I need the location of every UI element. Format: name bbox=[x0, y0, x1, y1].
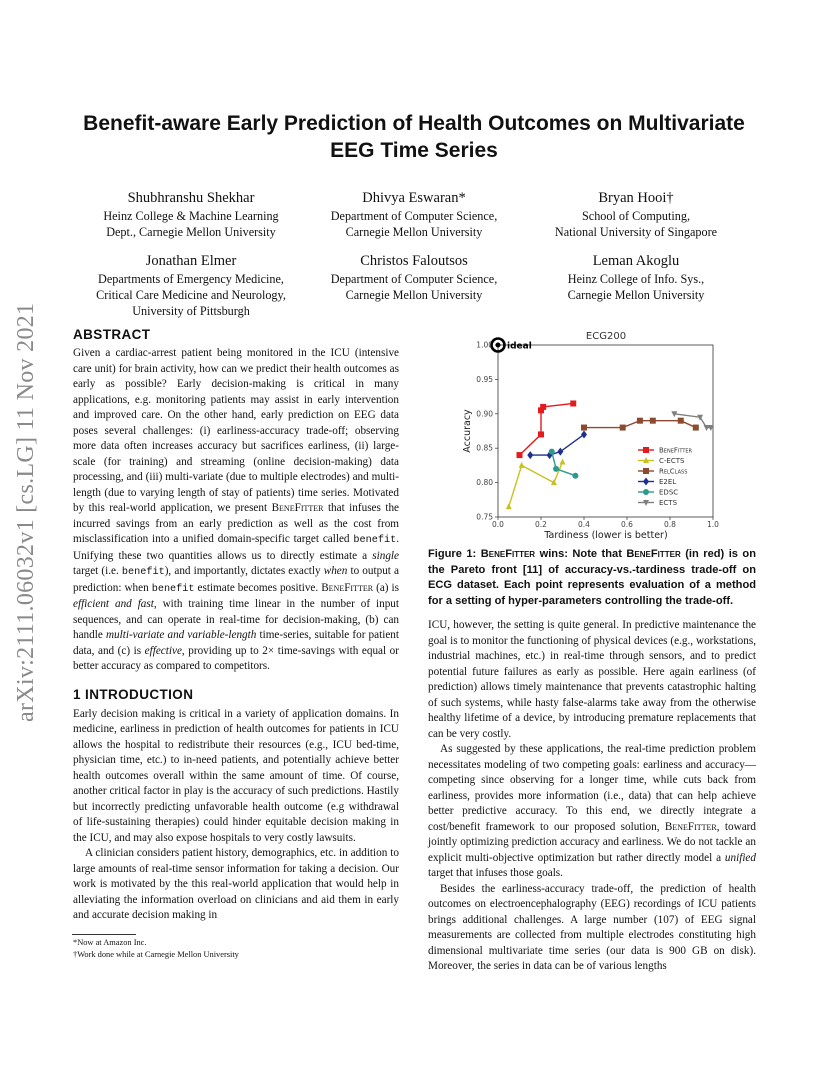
y-tick-label: 0.90 bbox=[476, 409, 493, 419]
arxiv-stamp: arXiv:2111.06032v1 [cs.LG] 11 Nov 2021 bbox=[13, 302, 39, 722]
x-tick-label: 0.6 bbox=[621, 520, 633, 529]
y-tick-label: 0.80 bbox=[476, 478, 493, 488]
data-point bbox=[693, 425, 699, 431]
author-name: Shubhranshu Shekhar bbox=[127, 190, 255, 206]
author-affiliation: University of Pittsburgh bbox=[132, 304, 250, 318]
author-affiliation: School of Computing, bbox=[582, 209, 690, 223]
legend-label: E2EL bbox=[659, 478, 677, 486]
author-affiliation: Heinz College of Info. Sys., bbox=[567, 272, 705, 286]
intro-paragraph: Early decision making is critical in a variety of application domains. In medicine, earliness in prediction of health outcomes for patients in ICU allows the hospital to redistribute their resources (e.g., ICU bed-time, physician time, etc.) to in-need patients, and potentially achieve better health outcomes overall within the same amount of time. Of course, another critical factor in play is the accuracy of such predictions. Hastily but incorrectly predicting unfavorable health outcome (e.g withdrawal of life-sustaining therapies) could hinder equitable decision making in the ICU, and may also expose hospitals to very costly lawsuits. bbox=[73, 707, 399, 844]
author-affiliation: Carnegie Mellon University bbox=[345, 288, 483, 302]
body-paragraph: As suggested by these applications, the real-time prediction problem necessitates modeling of two competing goals: earliness and accuracy—competing since observing for a longer time, while cuts back from earliness, provides more information (i.e., data) that can help achieve better predictive accuracy. To this end, we directly integrate a cost/benefit framework to our proposed solution, BeneFitter, toward jointly optimizing prediction accuracy and earliness. We do not tackle an explicit multi-objective optimization but rather directly model a unified target that infuses those goals. bbox=[428, 743, 756, 879]
data-point bbox=[517, 452, 523, 458]
data-point bbox=[650, 418, 656, 424]
footnote-rule bbox=[72, 934, 136, 935]
footnote: †Work done while at Carnegie Mellon University bbox=[73, 950, 239, 959]
author-affiliation: Department of Computer Science, bbox=[330, 209, 498, 223]
legend-label: EDSC bbox=[659, 488, 679, 497]
x-tick-label: 0.2 bbox=[535, 520, 547, 529]
data-point bbox=[557, 448, 563, 456]
intro-paragraph: A clinician considers patient history, demographics, etc. in addition to large amounts of real-time sensor information for taking a decision. Our work is motivated by the this real-world application that would help in alleviating the information overload on clinicians and aid them in early and accurate decision making in bbox=[73, 847, 399, 921]
author-affiliation: Heinz College & Machine Learning bbox=[103, 209, 279, 223]
author-block bbox=[522, 189, 750, 240]
data-point bbox=[540, 404, 546, 410]
author-affiliation: Carnegie Mellon University bbox=[345, 225, 483, 239]
author-block bbox=[76, 252, 306, 319]
author-affiliation: National University of Singapore bbox=[554, 225, 718, 239]
legend-label: RelClass bbox=[659, 467, 688, 476]
legend-label: BeneFitter bbox=[659, 446, 693, 455]
data-point bbox=[553, 466, 559, 472]
data-point bbox=[637, 418, 643, 424]
y-tick-label: 0.85 bbox=[476, 443, 493, 453]
author-affiliation: Critical Care Medicine and Neurology, bbox=[96, 288, 286, 302]
left-column bbox=[73, 327, 399, 924]
author-name: Leman Akoglu bbox=[592, 253, 680, 269]
data-point bbox=[506, 503, 512, 509]
data-point bbox=[643, 468, 649, 474]
section-heading: 1 INTRODUCTION bbox=[73, 686, 194, 702]
author-affiliation: Carnegie Mellon University bbox=[567, 288, 705, 302]
data-point bbox=[560, 458, 566, 464]
y-tick-label: 1.00 bbox=[476, 340, 493, 350]
ideal-point-label: ideal bbox=[507, 341, 532, 352]
chart-title: ECG200 bbox=[585, 331, 627, 342]
data-point bbox=[570, 400, 576, 406]
abstract-text: Given a cardiac-arrest patient being monitored in the ICU (intensive care unit) for brain activity, how can we predict their health outcomes as early as possible? Early decision-making is critical in many applications, e.g. monitoring patients may assist in early intervention and improved care. On the other hand, early prediction on EEG data poses several challenges: (i) earliness-accuracy trade-off; observing more data often increases accuracy but sacrifices earliness, (ii) large-scale (for training) and streaming (online decision-making) data processing, and (iii) multi-variate (due to multiple electrodes) and multi-length (due to varying length of stay of patients) time series. Motivated by this real-world application, we present BeneFitter that infuses the incurred savings from an early prediction as well as the cost from misclassification into a unified domain-specific target called benefit. Unifying these two quantities allows us to directly estimate a single target (i.e. benefit), and importantly, dictates exactly when to output a prediction: when benefit estimate becomes positive. BeneFitter (a) is efficient and fast, with training time linear in the number of input sequences, and can operate in real-time for decision-making, (b) can handle multi-variate and variable-length time-series, suitable for patient data, and (c) is effective, providing up to 2× time-savings with equal or better accuracy as compared to competitors. bbox=[73, 347, 400, 672]
data-point bbox=[519, 462, 525, 468]
data-point bbox=[678, 418, 684, 424]
y-tick-label: 0.75 bbox=[476, 512, 493, 522]
body-paragraph: ICU, however, the setting is quite general. In predictive maintenance the goal is to monitor the functioning of physical devices (e.g., workstations, industrial machines, etc.) in real-time through sensors, and to predict potential future failures as early as possible. Here again earliness (of prediction) allows timely maintenance that prevents catastrophic halting of such systems, while hasty false-alarms take away from the otherwise healthy lifetime of a device, by introducing premature replacements that can be very costly. bbox=[428, 619, 756, 740]
data-point bbox=[643, 489, 649, 495]
x-tick-label: 1.0 bbox=[707, 520, 719, 529]
paper-title: Benefit-aware Early Prediction of Health Outcomes on Multivariate EEG Time Series bbox=[83, 112, 745, 162]
footnotes bbox=[73, 937, 399, 961]
data-point bbox=[527, 451, 533, 459]
x-tick-label: 0.0 bbox=[492, 520, 504, 529]
author-block bbox=[522, 252, 750, 303]
data-point bbox=[643, 447, 649, 453]
figure-caption: Figure 1: BeneFitter wins: Note that BeneFitter (in red) is on the Pareto front [11] of accuracy-vs.-tardiness trade-off on ECG dataset. Each point represents evaluation of a method for a setting of hyper-parameters controlling the trade-off. bbox=[428, 548, 756, 607]
x-tick-label: 0.8 bbox=[664, 520, 676, 529]
data-point bbox=[572, 473, 578, 479]
data-point bbox=[538, 431, 544, 437]
author-block bbox=[300, 252, 528, 303]
data-point bbox=[581, 430, 587, 438]
legend-label: ECTS bbox=[659, 499, 678, 507]
y-tick-label: 0.95 bbox=[476, 374, 493, 384]
author-affiliation: Departments of Emergency Medicine, bbox=[98, 272, 284, 286]
ideal-point-dot bbox=[496, 343, 501, 348]
data-point bbox=[581, 425, 587, 431]
author-name: Bryan Hooi† bbox=[598, 190, 674, 206]
author-name: Christos Faloutsos bbox=[360, 253, 468, 269]
author-block bbox=[76, 189, 306, 240]
data-point bbox=[620, 425, 626, 431]
right-column bbox=[428, 618, 756, 975]
author-affiliation: Dept., Carnegie Mellon University bbox=[106, 225, 276, 239]
y-axis-label: Accuracy bbox=[462, 409, 473, 453]
legend-label: C-ECTS bbox=[659, 457, 685, 465]
accuracy-tardiness-chart bbox=[455, 325, 755, 545]
author-block bbox=[300, 189, 528, 240]
x-tick-label: 0.4 bbox=[578, 520, 590, 529]
abstract-heading: ABSTRACT bbox=[73, 327, 151, 342]
author-name: Jonathan Elmer bbox=[145, 253, 237, 269]
plot-frame bbox=[498, 345, 713, 517]
x-axis-label: Tardiness (lower is better) bbox=[544, 530, 668, 541]
author-affiliation: Department of Computer Science, bbox=[330, 272, 498, 286]
data-point bbox=[643, 478, 649, 486]
footnote: *Now at Amazon Inc. bbox=[73, 938, 147, 947]
author-name: Dhivya Eswaran* bbox=[362, 190, 466, 206]
data-point bbox=[549, 449, 555, 455]
body-paragraph: Besides the earliness-accuracy trade-off, the prediction of health outcomes on electroencephalography (EEG) recordings of ICU patients brings additional challenges. A large number (107) of EEG signal measurements are collected from multiple electrodes constituting high dimensional multivariate time series (our data is 900 GB on disk). Moreover, the series in data can be of various lengths bbox=[428, 882, 756, 972]
